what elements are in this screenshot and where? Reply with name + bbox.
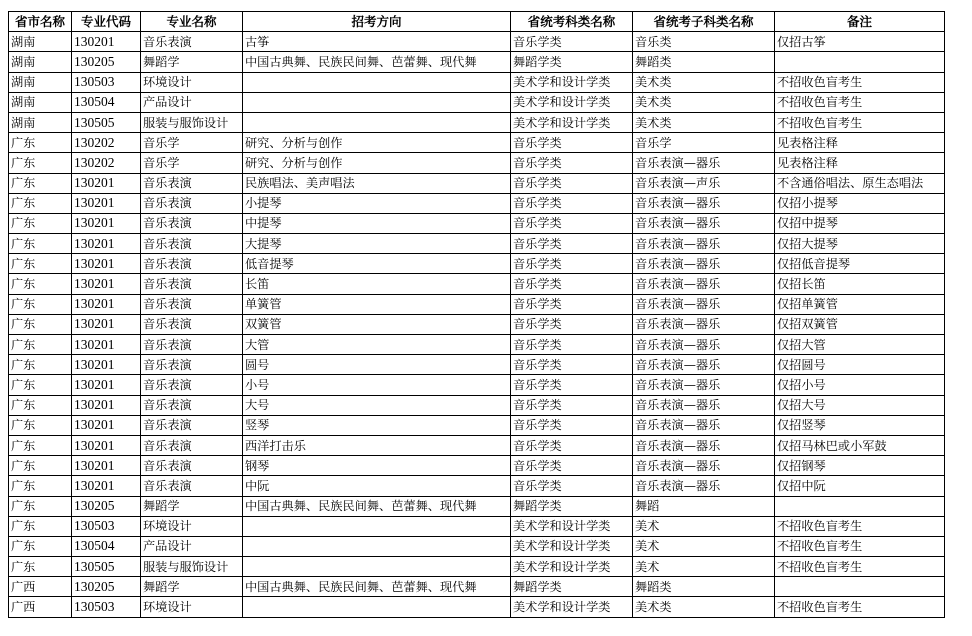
cell-province: 广东 (9, 213, 72, 233)
header-province: 省市名称 (9, 12, 72, 32)
cell-major-name: 音乐表演 (141, 476, 243, 496)
cell-province: 湖南 (9, 32, 72, 52)
cell-province: 广东 (9, 355, 72, 375)
cell-province: 湖南 (9, 52, 72, 72)
table-row (9, 234, 945, 254)
cell-remarks: 仅招大号 (775, 395, 945, 415)
table-row (9, 153, 945, 173)
cell-exam-subcategory: 音乐表演—声乐 (633, 173, 775, 193)
cell-exam-category: 美术学和设计学类 (511, 536, 633, 556)
cell-province: 广东 (9, 536, 72, 556)
cell-major-code: 130201 (72, 456, 141, 476)
cell-exam-category: 音乐学类 (511, 294, 633, 314)
cell-direction: 研究、分析与创作 (243, 133, 511, 153)
cell-direction: 小提琴 (243, 193, 511, 213)
cell-exam-category: 音乐学类 (511, 355, 633, 375)
table-row (9, 435, 945, 455)
cell-province: 广东 (9, 133, 72, 153)
cell-major-code: 130504 (72, 92, 141, 112)
cell-major-name: 环境设计 (141, 72, 243, 92)
cell-province: 广东 (9, 193, 72, 213)
cell-direction: 中国古典舞、民族民间舞、芭蕾舞、现代舞 (243, 577, 511, 597)
cell-major-code: 130205 (72, 496, 141, 516)
cell-exam-subcategory: 美术 (633, 557, 775, 577)
cell-direction: 竖琴 (243, 415, 511, 435)
cell-major-name: 音乐表演 (141, 456, 243, 476)
cell-exam-category: 音乐学类 (511, 415, 633, 435)
cell-remarks: 见表格注释 (775, 133, 945, 153)
cell-remarks: 不招收色盲考生 (775, 597, 945, 617)
cell-province: 广东 (9, 153, 72, 173)
cell-major-code: 130503 (72, 72, 141, 92)
cell-direction (243, 112, 511, 132)
cell-remarks: 仅招低音提琴 (775, 254, 945, 274)
cell-direction: 西洋打击乐 (243, 435, 511, 455)
cell-exam-subcategory: 音乐表演—器乐 (633, 456, 775, 476)
cell-exam-category: 美术学和设计学类 (511, 516, 633, 536)
cell-major-code: 130202 (72, 133, 141, 153)
table-row (9, 133, 945, 153)
cell-major-name: 环境设计 (141, 516, 243, 536)
cell-remarks: 见表格注释 (775, 153, 945, 173)
cell-remarks: 不招收色盲考生 (775, 92, 945, 112)
table-row (9, 355, 945, 375)
cell-exam-subcategory: 音乐类 (633, 32, 775, 52)
cell-remarks: 不含通俗唱法、原生态唱法 (775, 173, 945, 193)
cell-exam-category: 音乐学类 (511, 153, 633, 173)
cell-exam-category: 音乐学类 (511, 213, 633, 233)
cell-exam-category: 音乐学类 (511, 173, 633, 193)
cell-remarks (775, 52, 945, 72)
cell-major-name: 音乐表演 (141, 435, 243, 455)
cell-major-code: 130505 (72, 112, 141, 132)
cell-province: 湖南 (9, 92, 72, 112)
cell-exam-subcategory: 音乐表演—器乐 (633, 435, 775, 455)
cell-direction: 小号 (243, 375, 511, 395)
cell-major-code: 130505 (72, 557, 141, 577)
table-row (9, 395, 945, 415)
cell-remarks (775, 496, 945, 516)
cell-direction: 钢琴 (243, 456, 511, 476)
header-exam-category: 省统考科类名称 (511, 12, 633, 32)
cell-major-code: 130201 (72, 173, 141, 193)
cell-exam-subcategory: 美术类 (633, 112, 775, 132)
cell-major-code: 130201 (72, 254, 141, 274)
cell-province: 广东 (9, 557, 72, 577)
cell-major-name: 音乐表演 (141, 314, 243, 334)
cell-major-name: 环境设计 (141, 597, 243, 617)
cell-major-code: 130201 (72, 415, 141, 435)
cell-exam-category: 舞蹈学类 (511, 577, 633, 597)
cell-direction: 圆号 (243, 355, 511, 375)
cell-exam-subcategory: 音乐表演—器乐 (633, 375, 775, 395)
cell-exam-category: 美术学和设计学类 (511, 112, 633, 132)
cell-exam-category: 美术学和设计学类 (511, 92, 633, 112)
cell-exam-category: 美术学和设计学类 (511, 557, 633, 577)
table-row (9, 375, 945, 395)
cell-direction (243, 536, 511, 556)
cell-major-name: 音乐表演 (141, 213, 243, 233)
table-body (9, 32, 945, 617)
cell-province: 广东 (9, 516, 72, 536)
cell-direction: 大管 (243, 335, 511, 355)
header-major-code: 专业代码 (72, 12, 141, 32)
cell-exam-subcategory: 音乐表演—器乐 (633, 234, 775, 254)
cell-remarks: 仅招双簧管 (775, 314, 945, 334)
cell-direction: 大号 (243, 395, 511, 415)
cell-direction: 中国古典舞、民族民间舞、芭蕾舞、现代舞 (243, 496, 511, 516)
cell-province: 湖南 (9, 112, 72, 132)
cell-exam-subcategory: 音乐表演—器乐 (633, 395, 775, 415)
cell-exam-subcategory: 美术 (633, 536, 775, 556)
cell-exam-category: 音乐学类 (511, 435, 633, 455)
cell-direction: 中阮 (243, 476, 511, 496)
cell-province: 广东 (9, 435, 72, 455)
cell-exam-subcategory: 音乐表演—器乐 (633, 254, 775, 274)
cell-major-name: 服装与服饰设计 (141, 112, 243, 132)
cell-major-name: 音乐表演 (141, 294, 243, 314)
cell-major-code: 130503 (72, 597, 141, 617)
table-row (9, 32, 945, 52)
table-row (9, 294, 945, 314)
cell-exam-category: 美术学和设计学类 (511, 597, 633, 617)
cell-major-name: 舞蹈学 (141, 496, 243, 516)
cell-exam-category: 音乐学类 (511, 375, 633, 395)
header-remarks: 备注 (775, 12, 945, 32)
cell-province: 广东 (9, 375, 72, 395)
table-row (9, 496, 945, 516)
header-exam-subcategory: 省统考子科类名称 (633, 12, 775, 32)
cell-major-code: 130202 (72, 153, 141, 173)
document-page (8, 11, 945, 618)
cell-major-code: 130201 (72, 274, 141, 294)
cell-exam-category: 音乐学类 (511, 476, 633, 496)
cell-major-name: 音乐学 (141, 153, 243, 173)
cell-major-code: 130201 (72, 355, 141, 375)
table-row (9, 314, 945, 334)
cell-major-name: 产品设计 (141, 92, 243, 112)
cell-major-code: 130201 (72, 314, 141, 334)
cell-exam-subcategory: 音乐学 (633, 133, 775, 153)
cell-exam-subcategory: 音乐表演—器乐 (633, 294, 775, 314)
cell-major-code: 130201 (72, 294, 141, 314)
cell-direction: 长笛 (243, 274, 511, 294)
cell-direction: 中国古典舞、民族民间舞、芭蕾舞、现代舞 (243, 52, 511, 72)
cell-major-code: 130201 (72, 193, 141, 213)
cell-province: 广东 (9, 395, 72, 415)
cell-major-name: 产品设计 (141, 536, 243, 556)
cell-major-name: 音乐表演 (141, 193, 243, 213)
cell-exam-category: 音乐学类 (511, 133, 633, 153)
cell-province: 广东 (9, 234, 72, 254)
cell-direction: 民族唱法、美声唱法 (243, 173, 511, 193)
cell-major-name: 音乐表演 (141, 254, 243, 274)
table-row (9, 557, 945, 577)
cell-major-code: 130201 (72, 395, 141, 415)
cell-exam-subcategory: 美术类 (633, 597, 775, 617)
cell-major-name: 音乐表演 (141, 173, 243, 193)
header-direction: 招考方向 (243, 12, 511, 32)
cell-remarks: 仅招单簧管 (775, 294, 945, 314)
cell-major-code: 130504 (72, 536, 141, 556)
cell-exam-category: 美术学和设计学类 (511, 72, 633, 92)
cell-exam-category: 音乐学类 (511, 335, 633, 355)
cell-major-name: 音乐表演 (141, 274, 243, 294)
cell-province: 广东 (9, 335, 72, 355)
cell-major-code: 130503 (72, 516, 141, 536)
cell-exam-subcategory: 音乐表演—器乐 (633, 355, 775, 375)
cell-major-name: 音乐表演 (141, 415, 243, 435)
cell-major-name: 音乐表演 (141, 32, 243, 52)
table-row (9, 52, 945, 72)
table-row (9, 536, 945, 556)
cell-province: 广东 (9, 294, 72, 314)
cell-exam-subcategory: 音乐表演—器乐 (633, 476, 775, 496)
cell-direction: 单簧管 (243, 294, 511, 314)
cell-remarks: 仅招大提琴 (775, 234, 945, 254)
cell-direction: 双簧管 (243, 314, 511, 334)
cell-exam-subcategory: 音乐表演—器乐 (633, 415, 775, 435)
cell-direction: 中提琴 (243, 213, 511, 233)
cell-direction (243, 557, 511, 577)
cell-major-code: 130201 (72, 234, 141, 254)
cell-province: 广东 (9, 456, 72, 476)
cell-remarks: 不招收色盲考生 (775, 516, 945, 536)
cell-remarks: 仅招大管 (775, 335, 945, 355)
cell-exam-subcategory: 音乐表演—器乐 (633, 274, 775, 294)
table-row (9, 516, 945, 536)
cell-province: 广东 (9, 476, 72, 496)
cell-exam-subcategory: 美术类 (633, 72, 775, 92)
cell-exam-subcategory: 音乐表演—器乐 (633, 314, 775, 334)
cell-remarks: 仅招竖琴 (775, 415, 945, 435)
cell-major-code: 130201 (72, 213, 141, 233)
cell-major-name: 音乐表演 (141, 335, 243, 355)
cell-direction: 古筝 (243, 32, 511, 52)
header-major-name: 专业名称 (141, 12, 243, 32)
cell-province: 广西 (9, 577, 72, 597)
cell-remarks: 不招收色盲考生 (775, 112, 945, 132)
cell-exam-category: 音乐学类 (511, 456, 633, 476)
cell-exam-subcategory: 音乐表演—器乐 (633, 335, 775, 355)
cell-remarks: 仅招圆号 (775, 355, 945, 375)
cell-remarks: 仅招古筝 (775, 32, 945, 52)
cell-major-code: 130201 (72, 335, 141, 355)
cell-remarks: 仅招钢琴 (775, 456, 945, 476)
cell-exam-category: 音乐学类 (511, 395, 633, 415)
cell-exam-subcategory: 美术类 (633, 92, 775, 112)
cell-remarks: 仅招长笛 (775, 274, 945, 294)
cell-exam-subcategory: 美术 (633, 516, 775, 536)
table-row (9, 213, 945, 233)
cell-major-code: 130201 (72, 32, 141, 52)
cell-major-name: 舞蹈学 (141, 577, 243, 597)
cell-exam-category: 音乐学类 (511, 193, 633, 213)
cell-exam-category: 音乐学类 (511, 234, 633, 254)
cell-exam-subcategory: 舞蹈类 (633, 52, 775, 72)
cell-direction (243, 92, 511, 112)
cell-remarks: 仅招小号 (775, 375, 945, 395)
cell-direction (243, 72, 511, 92)
cell-major-code: 130201 (72, 375, 141, 395)
table-row (9, 173, 945, 193)
cell-direction: 大提琴 (243, 234, 511, 254)
cell-remarks: 仅招小提琴 (775, 193, 945, 213)
cell-major-name: 音乐表演 (141, 395, 243, 415)
table-row (9, 577, 945, 597)
cell-direction (243, 597, 511, 617)
cell-province: 广东 (9, 274, 72, 294)
cell-province: 广东 (9, 173, 72, 193)
cell-direction: 研究、分析与创作 (243, 153, 511, 173)
cell-remarks: 仅招中阮 (775, 476, 945, 496)
cell-direction (243, 516, 511, 536)
cell-exam-subcategory: 音乐表演—器乐 (633, 193, 775, 213)
table-header-row (9, 12, 945, 32)
table-row (9, 274, 945, 294)
table-row (9, 112, 945, 132)
cell-exam-category: 音乐学类 (511, 314, 633, 334)
cell-exam-category: 音乐学类 (511, 32, 633, 52)
cell-major-name: 音乐表演 (141, 234, 243, 254)
table-row (9, 254, 945, 274)
cell-major-name: 舞蹈学 (141, 52, 243, 72)
cell-major-name: 音乐表演 (141, 375, 243, 395)
cell-remarks (775, 577, 945, 597)
cell-major-code: 130205 (72, 52, 141, 72)
cell-major-code: 130201 (72, 435, 141, 455)
table-row (9, 72, 945, 92)
table-row (9, 92, 945, 112)
cell-exam-category: 音乐学类 (511, 254, 633, 274)
table-row (9, 597, 945, 617)
table-row (9, 476, 945, 496)
cell-exam-subcategory: 音乐表演—器乐 (633, 153, 775, 173)
cell-direction: 低音提琴 (243, 254, 511, 274)
cell-major-name: 音乐表演 (141, 355, 243, 375)
cell-exam-category: 音乐学类 (511, 274, 633, 294)
table-row (9, 456, 945, 476)
cell-remarks: 不招收色盲考生 (775, 536, 945, 556)
cell-province: 广东 (9, 496, 72, 516)
cell-province: 广东 (9, 415, 72, 435)
cell-province: 广西 (9, 597, 72, 617)
table-row (9, 415, 945, 435)
cell-remarks: 仅招中提琴 (775, 213, 945, 233)
cell-province: 广东 (9, 254, 72, 274)
cell-province: 湖南 (9, 72, 72, 92)
cell-exam-subcategory: 舞蹈类 (633, 577, 775, 597)
cell-major-code: 130201 (72, 476, 141, 496)
cell-remarks: 仅招马林巴或小军鼓 (775, 435, 945, 455)
cell-major-name: 音乐学 (141, 133, 243, 153)
cell-remarks: 不招收色盲考生 (775, 557, 945, 577)
cell-exam-subcategory: 舞蹈 (633, 496, 775, 516)
cell-major-code: 130205 (72, 577, 141, 597)
admissions-table (8, 11, 945, 618)
cell-province: 广东 (9, 314, 72, 334)
cell-exam-category: 舞蹈学类 (511, 52, 633, 72)
cell-remarks: 不招收色盲考生 (775, 72, 945, 92)
table-row (9, 335, 945, 355)
table-row (9, 193, 945, 213)
cell-major-name: 服装与服饰设计 (141, 557, 243, 577)
cell-exam-category: 舞蹈学类 (511, 496, 633, 516)
cell-exam-subcategory: 音乐表演—器乐 (633, 213, 775, 233)
